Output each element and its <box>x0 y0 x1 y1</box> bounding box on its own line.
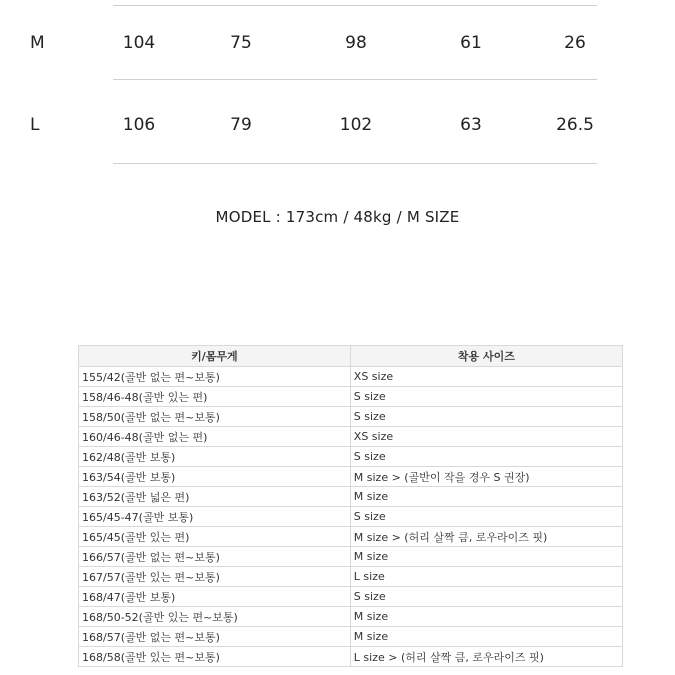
table-row <box>79 547 623 567</box>
table-row <box>79 367 623 387</box>
table-divider <box>113 163 597 164</box>
size-value: 61 <box>460 33 482 53</box>
size-cell: M size <box>350 607 622 627</box>
size-cell: XS size <box>350 367 622 387</box>
table-row <box>79 487 623 507</box>
size-label: L <box>30 115 40 135</box>
size-value: 98 <box>345 33 367 53</box>
size-cell: S size <box>350 507 622 527</box>
size-cell: L size <box>350 567 622 587</box>
height-weight-cell: 168/50-52(골반 있는 편~보통) <box>79 607 351 627</box>
size-cell: XS size <box>350 427 622 447</box>
height-weight-cell: 165/45(골반 있는 편) <box>79 527 351 547</box>
size-value: 75 <box>230 33 252 53</box>
size-cell: S size <box>350 587 622 607</box>
height-weight-cell: 163/54(골반 보통) <box>79 467 351 487</box>
table-row <box>79 627 623 647</box>
size-value: 26.5 <box>556 115 594 135</box>
size-cell: S size <box>350 447 622 467</box>
height-weight-cell: 158/50(골반 없는 편~보통) <box>79 407 351 427</box>
size-value: 63 <box>460 115 482 135</box>
height-weight-cell: 165/45-47(골반 보통) <box>79 507 351 527</box>
height-weight-cell: 162/48(골반 보통) <box>79 447 351 467</box>
table-body <box>79 367 623 667</box>
size-value: 102 <box>339 115 373 135</box>
size-cell: M size > (허리 살짝 큼, 로우라이즈 핏) <box>350 527 622 547</box>
size-value: 106 <box>122 115 156 135</box>
table-row <box>79 587 623 607</box>
table-divider <box>113 5 597 6</box>
table-row <box>79 447 623 467</box>
height-weight-cell: 166/57(골반 없는 편~보통) <box>79 547 351 567</box>
size-row-l <box>0 115 675 155</box>
size-label: M <box>30 33 45 53</box>
model-info: MODEL : 173cm / 48kg / M SIZE <box>215 208 460 226</box>
table-header-row <box>79 346 623 367</box>
table-row <box>79 467 623 487</box>
size-value: 26 <box>564 33 586 53</box>
table-row <box>79 507 623 527</box>
size-cell: L size > (허리 살짝 큼, 로우라이즈 핏) <box>350 647 622 667</box>
table-row <box>79 527 623 547</box>
size-cell: M size <box>350 627 622 647</box>
height-weight-cell: 168/58(골반 있는 편~보통) <box>79 647 351 667</box>
fit-table <box>78 345 623 667</box>
table-row <box>79 387 623 407</box>
column-header: 키/몸무게 <box>79 346 351 367</box>
column-header: 착용 사이즈 <box>350 346 622 367</box>
size-cell: M size <box>350 547 622 567</box>
height-weight-cell: 158/46-48(골반 있는 편) <box>79 387 351 407</box>
height-weight-cell: 167/57(골반 있는 편~보통) <box>79 567 351 587</box>
height-weight-cell: 163/52(골반 넓은 편) <box>79 487 351 507</box>
size-cell: M size > (골반이 작을 경우 S 권장) <box>350 467 622 487</box>
size-row-m <box>0 33 675 73</box>
table-divider <box>113 79 597 80</box>
size-value: 79 <box>230 115 252 135</box>
table-row <box>79 567 623 587</box>
height-weight-cell: 155/42(골반 없는 편~보통) <box>79 367 351 387</box>
table-row <box>79 647 623 667</box>
table-row <box>79 427 623 447</box>
size-cell: S size <box>350 407 622 427</box>
height-weight-cell: 168/57(골반 없는 편~보통) <box>79 627 351 647</box>
height-weight-cell: 168/47(골반 보통) <box>79 587 351 607</box>
table-row <box>79 407 623 427</box>
size-cell: M size <box>350 487 622 507</box>
size-cell: S size <box>350 387 622 407</box>
size-value: 104 <box>122 33 156 53</box>
height-weight-cell: 160/46-48(골반 없는 편) <box>79 427 351 447</box>
table-row <box>79 607 623 627</box>
